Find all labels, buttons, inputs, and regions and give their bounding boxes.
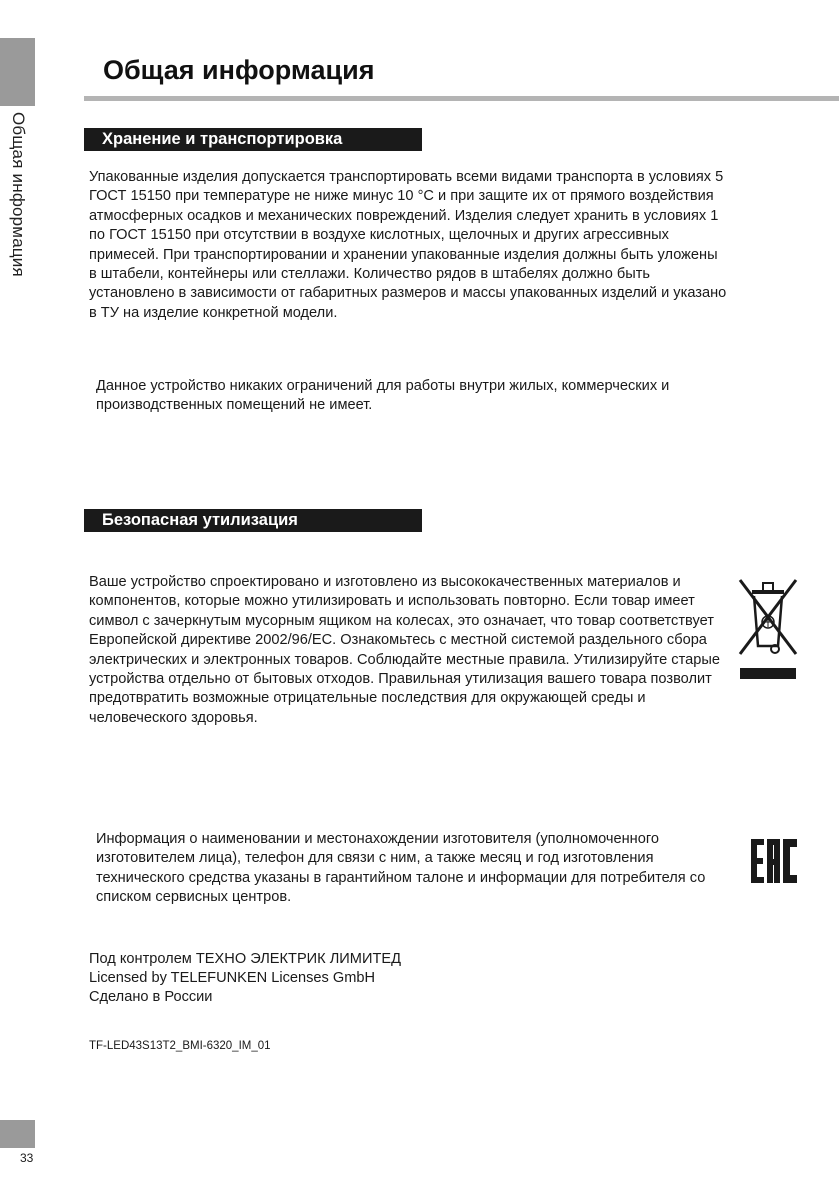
license-line-2: Licensed by TELEFUNKEN Licenses GmbH [89,970,376,986]
side-section-label: Общая информация [9,112,28,277]
section-heading-disposal: Безопасная утилизация [84,509,422,532]
license-line-1: Под контролем ТЕХНО ЭЛЕКТРИК ЛИМИТЕД [89,951,401,967]
title-divider [84,96,839,101]
document-code: TF-LED43S13T2_BMI-6320_IM_01 [89,1040,271,1052]
usage-note: Данное устройство никаких ограничений для работы внутри жилых, коммерческих и производственных помещений не имеет. [96,378,670,414]
manufacturer-paragraph: Информация о наименовании и местонахождении изготовителя (уполномоченного изготовителем лица), телефон для связи с ним, а также месяц и год изготовления технического средства указаны в гарантийном талоне и информации для потребителя со списком сервисных центров. [96,831,706,906]
disposal-paragraph: Ваше устройство спроектировано и изготовлено из высококачественных материалов и компонентов, которые можно утилизировать и использовать повторно. Если товар имеет символ с зачеркнутым мусорным ящиком на колесах, это означает, что товар соответствует Европейской директиве 2002/96/ЕС. Ознакомьтесь с местной системой раздельного сбора электрических и электронных товаров. Соблюдайте местные правила. Утилизируйте старые устройства отдельно от бытовых отходов. Правильная утилизация вашего товара позволит предотвратить возможные отрицательные последствия для окружающей среды и человеческого здоровья. [89,574,720,726]
page-title: Общая информация [103,55,375,85]
eac-mark-icon [749,838,799,884]
page-number: 33 [20,1151,34,1165]
side-tab [0,38,35,106]
page-tab [0,1120,35,1148]
crossed-out-wheelie-bin-icon [738,578,798,680]
license-line-3: Сделано в России [89,989,213,1005]
section-heading-storage: Хранение и транспортировка [84,128,422,151]
eac-mark-text: EAC [749,838,752,839]
storage-paragraph: Упакованные изделия допускается транспортировать всеми видами транспорта в условиях 5 ГОСТ 15150 при температуре не ниже минус 10 °С и при защите их от прямого воздействия атмосферных осадков и механических повреждений. Изделия следует хранить в условиях 1 по ГОСТ 15150 при отсутствии в воздухе кислотных, щелочных и других агрессивных примесей. При транспортировании и хранении упакованные изделия должны быть уложены в штабели, контейнеры или стеллажи. Количество рядов в штабелях должно быть установлено в зависимости от габаритных размеров и массы упакованных изделий и указано в ТУ на изделие конкретной модели. [89,169,727,321]
